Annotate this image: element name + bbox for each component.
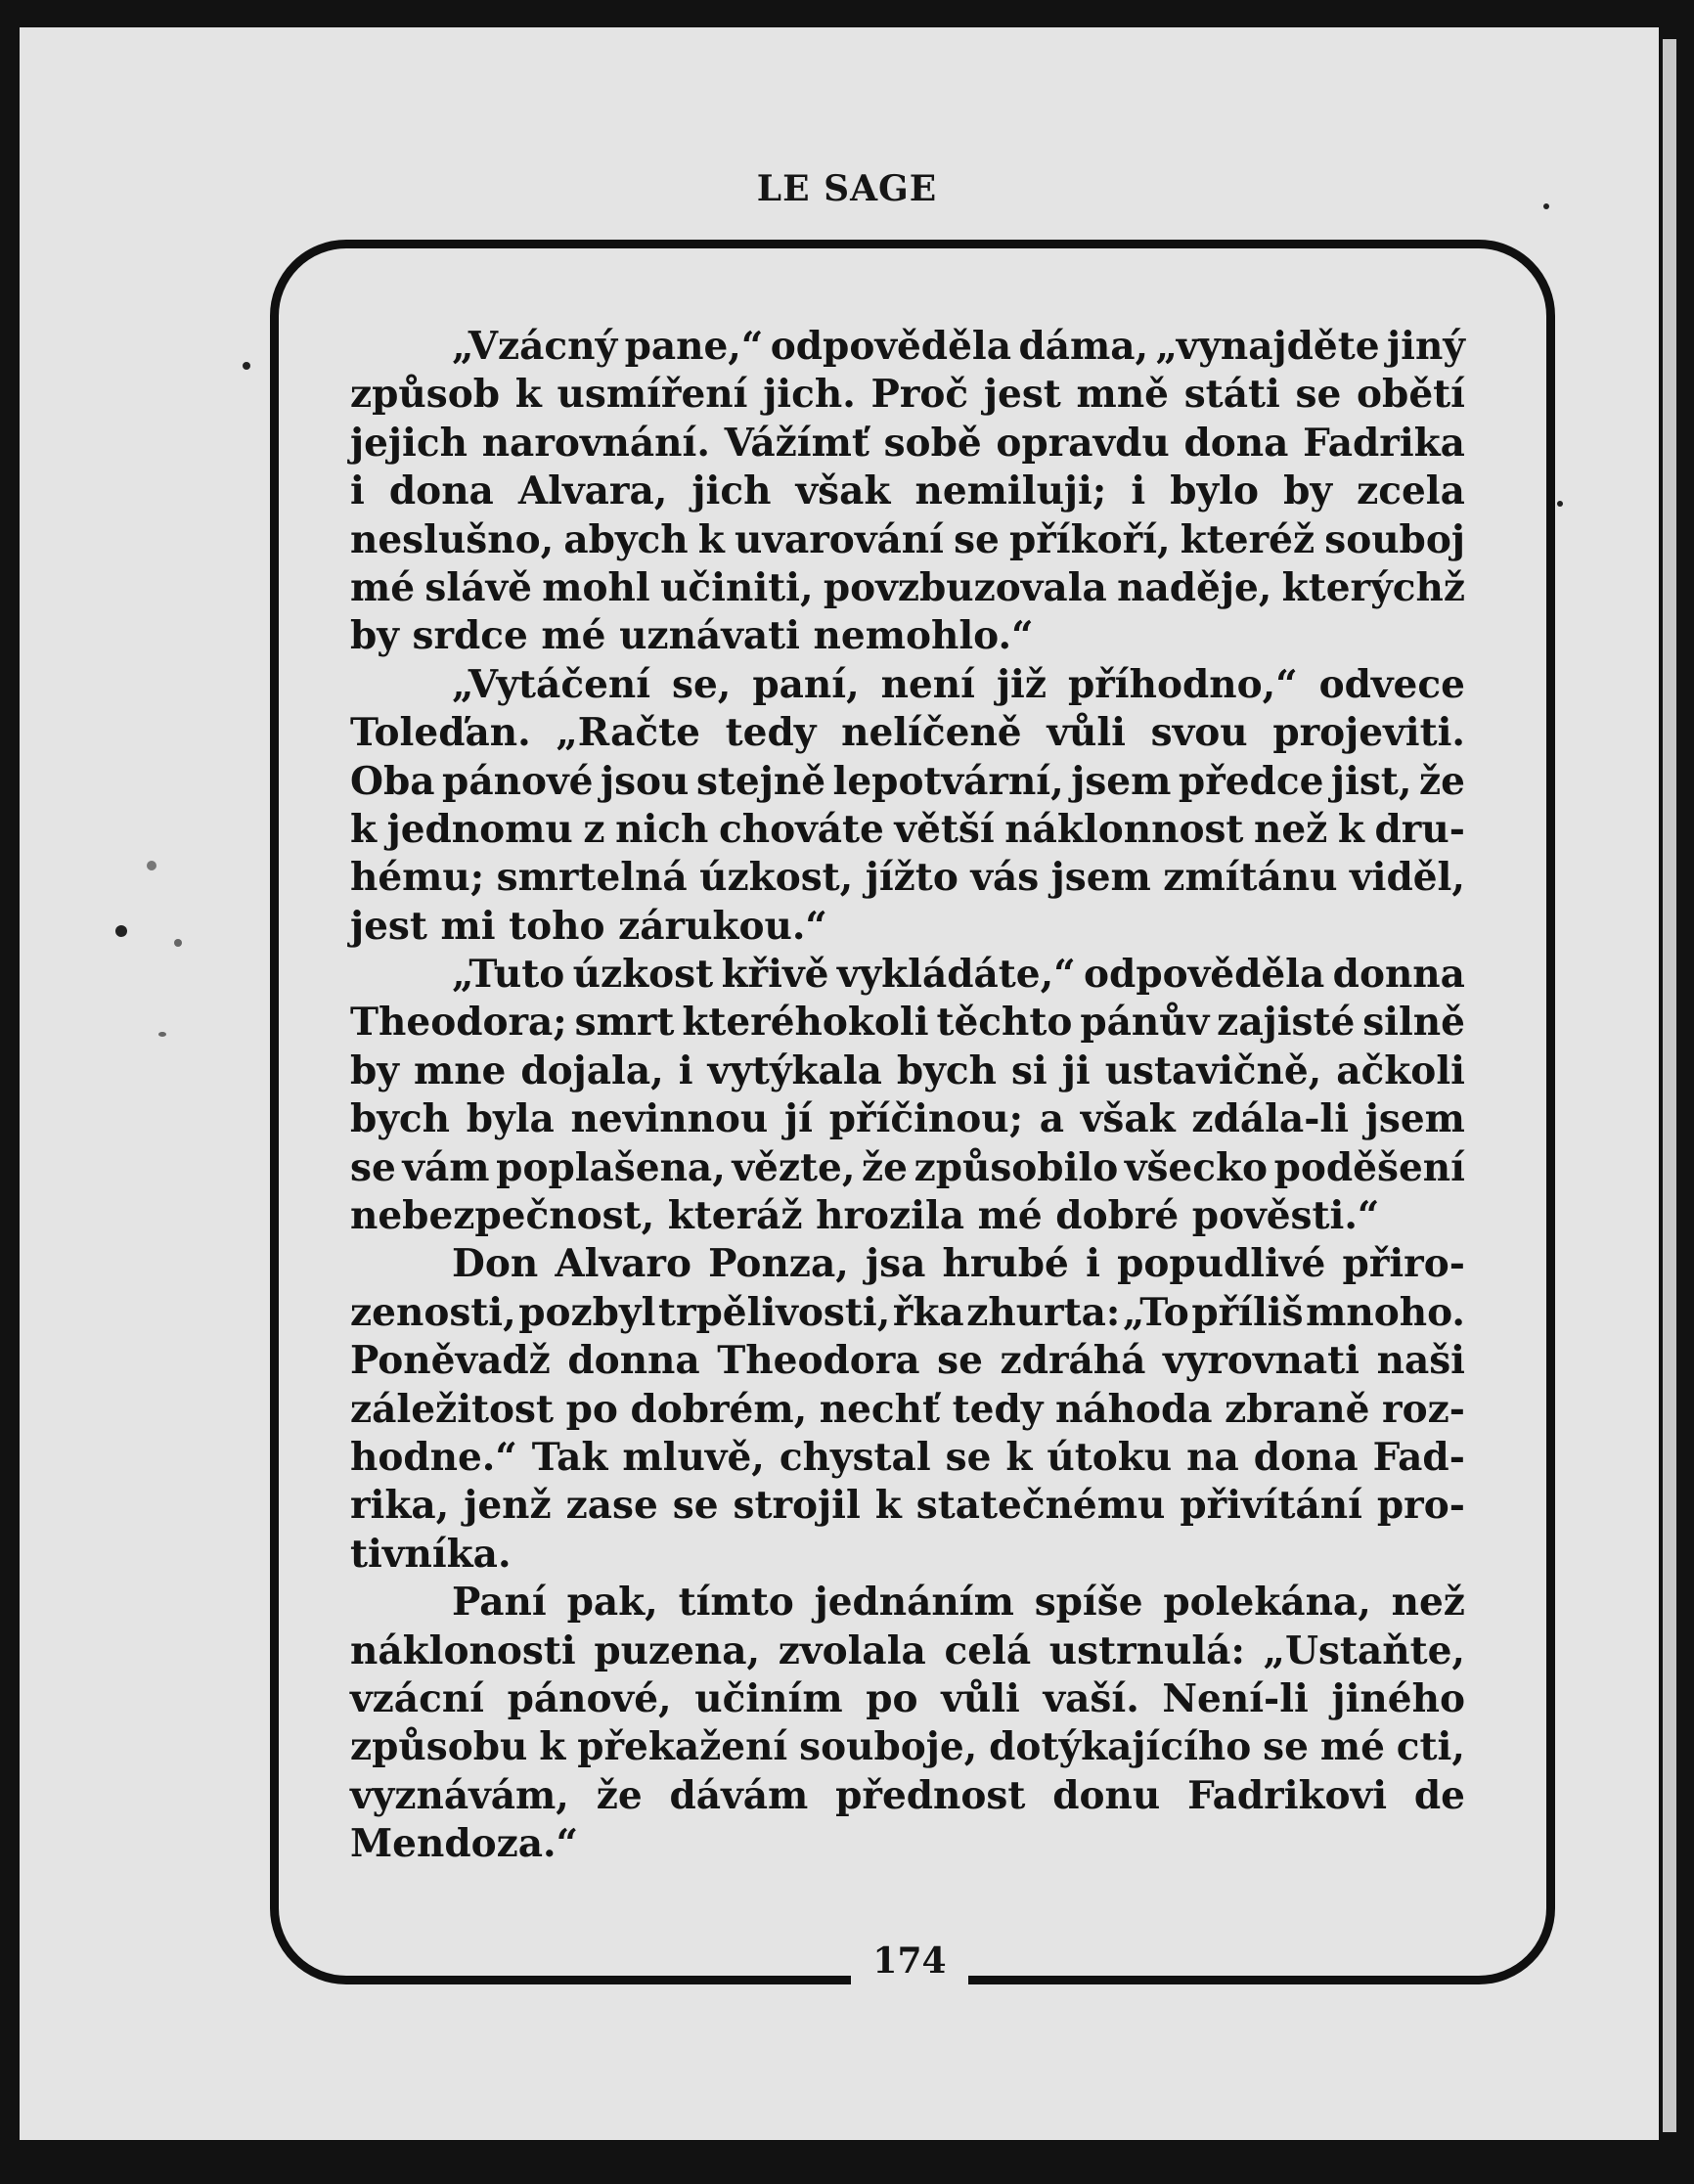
text-line: Toleďan. „Račte tedy nelíčeně vůli svou projeviti. (350, 710, 1465, 756)
body-text (350, 323, 1465, 1869)
text-line: by srdce mé uznávati nemohlo.“ (350, 613, 1034, 659)
text-line: jest mi toho zárukou.“ (350, 903, 827, 949)
text-line: neslušno, abych k uvarování se příkoří, kteréž souboj (350, 516, 1465, 562)
text-line: jejich narovnání. Vážímť sobě opravdu dona Fadrika (350, 420, 1465, 466)
text-line: záležitost po dobrém, nechť tedy náhoda zbraně roz- (350, 1386, 1465, 1432)
text-line: „Vzácný pane,“ odpověděla dáma, „vynajděte jiný (452, 324, 1465, 369)
text-line: rika, jenž zase se strojil k statečnému přivítání pro- (350, 1483, 1465, 1529)
print-speck (243, 362, 250, 370)
text-line: k jednomu z nich chováte větší náklonnost než k dru- (350, 806, 1465, 852)
text-line: mé slávě mohl učiniti, povzbuzovala naděje, kterýchž (350, 564, 1465, 610)
text-line: zenosti, pozbyl trpělivosti, řka zhurta: „To příliš mnoho. (350, 1289, 1465, 1335)
print-speck (147, 861, 156, 870)
text-line: se vám poplašena, vězte, že způsobilo všecko poděšení (350, 1144, 1465, 1190)
text-line: tivníka. (350, 1531, 512, 1577)
text-line: hodne.“ Tak mluvě, chystal se k útoku na dona Fad- (350, 1434, 1465, 1480)
text-line: Mendoza.“ (350, 1821, 579, 1867)
text-line: bych byla nevinnou jí příčinou; a však zdála-li jsem (350, 1096, 1465, 1142)
text-line: Theodora; smrt kteréhokoli těchto pánův zajisté silně (350, 1000, 1465, 1046)
text-line: Don Alvaro Ponza, jsa hrubé i popudlivé přiro- (452, 1241, 1465, 1287)
print-speck (174, 939, 182, 947)
text-line: hému; smrtelná úzkost, jížto vás jsem zmítánu viděl, (350, 855, 1465, 901)
text-line: nebezpečnost, kteráž hrozila mé dobré pověsti.“ (350, 1193, 1380, 1239)
page-number: 174 (872, 1940, 947, 1982)
text-line: způsob k usmíření jich. Proč jest mně státi se obětí (350, 372, 1465, 418)
text-line: „Vytáčení se, paní, není již příhodno,“ odvece (452, 661, 1465, 707)
text-line: i dona Alvara, jich však nemiluji; i bylo by zcela (350, 468, 1465, 514)
running-header: LE SAGE (756, 168, 938, 209)
text-line: vyznávám, že dávám přednost donu Fadrikovi de (350, 1772, 1465, 1818)
text-line: Oba pánové jsou stejně lepotvární, jsem předce jist, že (350, 758, 1465, 804)
page-edge (1663, 39, 1676, 2132)
print-speck (1557, 501, 1563, 507)
print-speck (158, 1032, 166, 1037)
text-line: Paní pak, tímto jednáním spíše polekána, než (452, 1580, 1465, 1626)
text-line: způsobu k překažení souboje, dotýkajícího se mé cti, (350, 1724, 1465, 1770)
text-line: „Tuto úzkost křivě vykládáte,“ odpověděla donna (452, 952, 1465, 998)
text-line: by mne dojala, i vytýkala bych si ji ustavičně, ačkoli (350, 1047, 1465, 1093)
text-line: vzácní pánové, učiním po vůli vaší. Není-li jiného (350, 1675, 1465, 1721)
print-speck (115, 925, 127, 937)
text-line: Poněvadž donna Theodora se zdráhá vyrovnati naši (350, 1338, 1465, 1384)
text-line: náklonosti puzena, zvolala celá ustrnulá: „Ustaňte, (350, 1627, 1465, 1673)
